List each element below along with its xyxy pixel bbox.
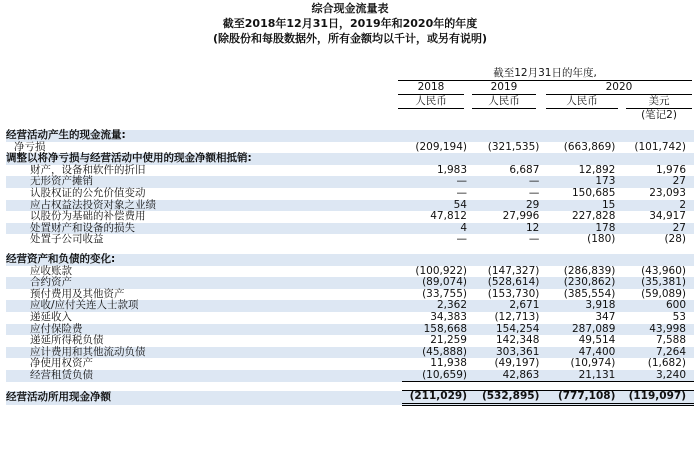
cell-2020-rmb: 15 — [539, 200, 615, 212]
row-label: 无形资产摊销 — [6, 176, 402, 188]
cell-2018: 47,812 — [430, 210, 467, 223]
statement-title: 综合现金流量表 — [311, 2, 389, 15]
currency-2018: 人民币 — [398, 96, 464, 109]
table-row — [6, 234, 694, 246]
row-label: 预付费用及其他资产 — [30, 287, 125, 300]
table-row-total — [6, 391, 694, 405]
cell-2020-rmb: 49,514 — [578, 334, 616, 347]
cell-2020-rmb: (10,974) — [570, 357, 616, 370]
cell-2020-usd: (35,381) — [615, 277, 694, 289]
cell-2018: (100,922) — [415, 264, 467, 277]
cell-2020-usd: 23,093 — [649, 186, 686, 199]
cell-2019: (153,730) — [487, 287, 540, 300]
row-label: 财产，设备和软件的折旧 — [30, 163, 146, 176]
cell-2020-rmb: 150,685 — [571, 186, 616, 199]
cell-2020-usd: 27 — [615, 223, 694, 235]
cell-2018: (10,659) — [402, 370, 467, 382]
cell-2020-usd: 1,976 — [655, 163, 686, 176]
cell-2018: 2,362 — [402, 300, 467, 312]
cell-2020-usd: (101,742) — [634, 140, 686, 153]
row-label: 应计费用和其他流动负债 — [6, 347, 402, 359]
cell-2018: 4 — [402, 223, 467, 235]
cell-2019: 6,687 — [509, 163, 540, 176]
cell-2018: — — [456, 233, 467, 246]
cell-2019: 2,671 — [467, 300, 539, 312]
cell-2020-rmb: 347 — [595, 310, 616, 323]
cell-2019: (147,327) — [487, 264, 540, 277]
cell-2020-usd: 3,240 — [615, 370, 694, 382]
currency-2019: 人民币 — [472, 96, 536, 109]
cell-2019: — — [528, 186, 540, 199]
usd-note: (笔记2) — [641, 109, 677, 121]
cell-2020-usd: 53 — [672, 310, 686, 323]
cell-2019: (321,535) — [487, 140, 540, 153]
row-label: 以股份为基础的补偿费用 — [30, 210, 146, 223]
cell-2020-rmb: 47,400 — [539, 347, 615, 359]
cell-2019: 42,863 — [467, 370, 539, 382]
cell-2020-rmb: 227,828 — [571, 210, 616, 223]
row-label: 应付保险费 — [6, 324, 402, 336]
cell-2020-rmb: (385,554) — [563, 287, 616, 300]
statement-units-note: (除股份和每股数据外，所有金额均以千计，或另有说明) — [212, 32, 488, 45]
cell-2019: 154,254 — [467, 324, 539, 336]
currency-2020-usd: 美元 — [626, 96, 692, 109]
cell-2019: — — [467, 176, 539, 188]
row-label: 净亏损 — [14, 140, 46, 153]
table-row — [6, 370, 694, 382]
cell-2020-rmb: (663,869) — [563, 140, 616, 153]
cell-2020-usd: (28) — [664, 233, 686, 246]
cell-2018: (45,888) — [402, 347, 467, 359]
cell-2019: 303,361 — [467, 347, 539, 359]
row-label: 调整以将净亏损与经营活动中使用的现金净额相抵销: — [6, 153, 402, 165]
cell-2018: — — [456, 186, 467, 199]
row-label: 应占权益法投资对象之业绩 — [6, 200, 402, 212]
cell-2020-usd: 34,917 — [649, 210, 686, 223]
cell-2019: — — [528, 233, 540, 246]
row-label: 应收账款 — [30, 264, 72, 277]
cell-2018: — — [402, 176, 467, 188]
cell-2020-usd: 43,998 — [615, 324, 694, 336]
cell-2020-usd: (59,089) — [641, 287, 686, 300]
cell-2019: 29 — [467, 200, 539, 212]
year-2020: 2020 — [546, 82, 692, 95]
cell-2020-rmb: 12,892 — [578, 163, 616, 176]
cell-2019: (12,713) — [494, 310, 540, 323]
cell-2018: 11,938 — [430, 357, 467, 370]
cell-2018: 1,983 — [436, 163, 467, 176]
cell-2020-usd: 600 — [615, 300, 694, 312]
cell-2019: 27,996 — [502, 210, 540, 223]
cell-2018: 158,668 — [402, 324, 467, 336]
cell-2019: 12 — [467, 223, 539, 235]
table-row — [6, 312, 694, 324]
cell-2020-rmb: (180) — [587, 233, 616, 246]
table-row — [6, 188, 694, 200]
cell-2020-usd: 2 — [615, 200, 694, 212]
cell-2020-rmb: 178 — [539, 223, 615, 235]
cell-2018: 34,383 — [430, 310, 467, 323]
year-2018: 2018 — [398, 82, 464, 95]
period-caption: 截至12月31日的年度, — [398, 68, 692, 81]
cell-2020-rmb: 287,089 — [539, 324, 615, 336]
cell-2020-usd: 7,264 — [615, 347, 694, 359]
row-label: 递延所得税负债 — [30, 334, 104, 347]
table-row — [6, 300, 694, 312]
row-label: 合约资产 — [6, 277, 402, 289]
row-label: 经营活动所用现金净额 — [6, 391, 402, 405]
table-row — [6, 277, 694, 289]
row-label: 递延收入 — [30, 310, 72, 323]
cash-flow-table — [6, 130, 694, 406]
row-label: 经营资产和负债的变化: — [6, 254, 402, 266]
cell-2020-usd: (1,682) — [647, 357, 686, 370]
row-label: 处置财产和设备的损失 — [6, 223, 402, 235]
row-label: 经营租赁负债 — [6, 370, 402, 382]
cell-2018: 54 — [402, 200, 467, 212]
statement-period: 截至2018年12月31日，2019年和2020年的年度 — [222, 17, 478, 30]
cell-2018: (89,074) — [402, 277, 467, 289]
cell-2018: (33,755) — [422, 287, 467, 300]
row-label: 处置子公司收益 — [30, 233, 104, 246]
cell-2020-rmb: 3,918 — [539, 300, 615, 312]
year-2019: 2019 — [472, 82, 536, 95]
cell-2020-rmb: (777,108) — [539, 391, 615, 405]
row-label: 认股权证的公允价值变动 — [30, 186, 146, 199]
table-row — [6, 335, 694, 347]
cell-2018: 21,259 — [430, 334, 467, 347]
currency-2020-rmb: 人民币 — [546, 96, 618, 109]
cell-2020-rmb: (286,839) — [563, 264, 616, 277]
cell-2019: (532,895) — [467, 391, 539, 405]
row-label: 净使用权资产 — [30, 357, 93, 370]
cell-2020-usd: 27 — [615, 176, 694, 188]
cell-2020-rmb: (230,862) — [539, 277, 615, 289]
cell-2020-usd: (119,097) — [615, 391, 694, 405]
cell-2020-rmb: 21,131 — [539, 370, 615, 382]
column-headers — [0, 68, 700, 122]
cell-2020-rmb: 173 — [539, 176, 615, 188]
cell-2020-usd: 7,588 — [655, 334, 686, 347]
cell-2020-usd: (43,960) — [641, 264, 686, 277]
table-row — [6, 130, 694, 142]
table-row — [6, 254, 694, 266]
row-label: 经营活动产生的现金流量: — [6, 130, 402, 142]
table-row — [6, 211, 694, 223]
cell-2018: (209,194) — [415, 140, 467, 153]
cell-2019: (528,614) — [467, 277, 539, 289]
cell-2018: (211,029) — [402, 391, 467, 405]
table-row — [6, 165, 694, 177]
row-label: 应收/应付关连人士款项 — [6, 300, 402, 312]
cell-2019: 142,348 — [495, 334, 540, 347]
cell-2019: (49,197) — [494, 357, 540, 370]
